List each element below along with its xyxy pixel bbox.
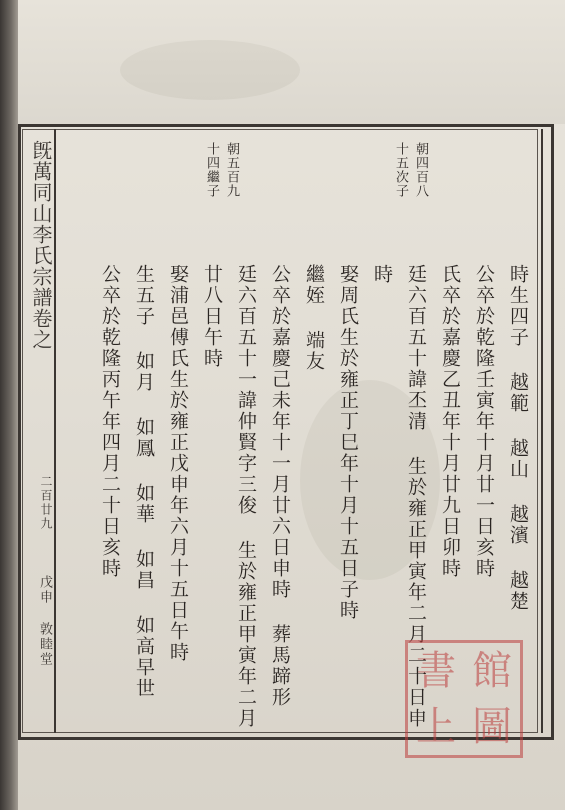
seal-char: 館 [472, 648, 512, 694]
page-number: 二百廿九 [39, 475, 53, 531]
text-column: 公卒於乾隆丙午年四月二十日亥時 [99, 264, 121, 579]
text-column: 娶周氏生於雍正丁巳年十月十五日子時 [337, 264, 359, 621]
text-column: 廿八日午時 [201, 264, 223, 369]
text-column: 氏卒於嘉慶乙丑年十月廿九日卯時 [439, 264, 461, 579]
text-column: 繼姪 端友 [303, 264, 325, 372]
paper-stain [120, 40, 300, 100]
rank-note: 朝四百八 [413, 142, 428, 198]
text-column: 公卒於乾隆壬寅年十月廿一日亥時 [473, 264, 495, 579]
text-column: 時生四子 越範 越山 越濱 越楚 [507, 264, 529, 612]
banxin-footer: 戊申 敦睦堂 [37, 575, 52, 667]
seal-char: 書 [416, 648, 456, 694]
text-column: 娶浦邑傅氏生於雍正戊申年六月十五日午時 [167, 264, 189, 663]
text-column: 生五子 如月 如鳳 如華 如昌 如高早世 [133, 264, 155, 699]
frame-right-rule [541, 129, 543, 733]
book-spine [0, 0, 18, 810]
text-column: 廷六百五十諱丕清 生於雍正甲寅年二月二十日申 [405, 264, 427, 729]
rank-note: 朝五百九 [224, 142, 239, 198]
rank-note: 十五次子 [393, 142, 408, 198]
library-seal-stamp [405, 640, 523, 758]
text-column: 廷六百五十一諱仲賢字三俊 生於雍正甲寅年二月 [235, 264, 257, 729]
book-title: 旣萬同山李氏宗譜卷之 [29, 140, 53, 350]
rank-note: 十四繼子 [204, 142, 219, 198]
seal-char: 上 [416, 704, 456, 750]
text-column: 時 [371, 264, 393, 285]
text-column: 公卒於嘉慶己未年十一月廿六日申時 葬馬蹄形 [269, 264, 291, 708]
seal-char: 圖 [472, 704, 512, 750]
